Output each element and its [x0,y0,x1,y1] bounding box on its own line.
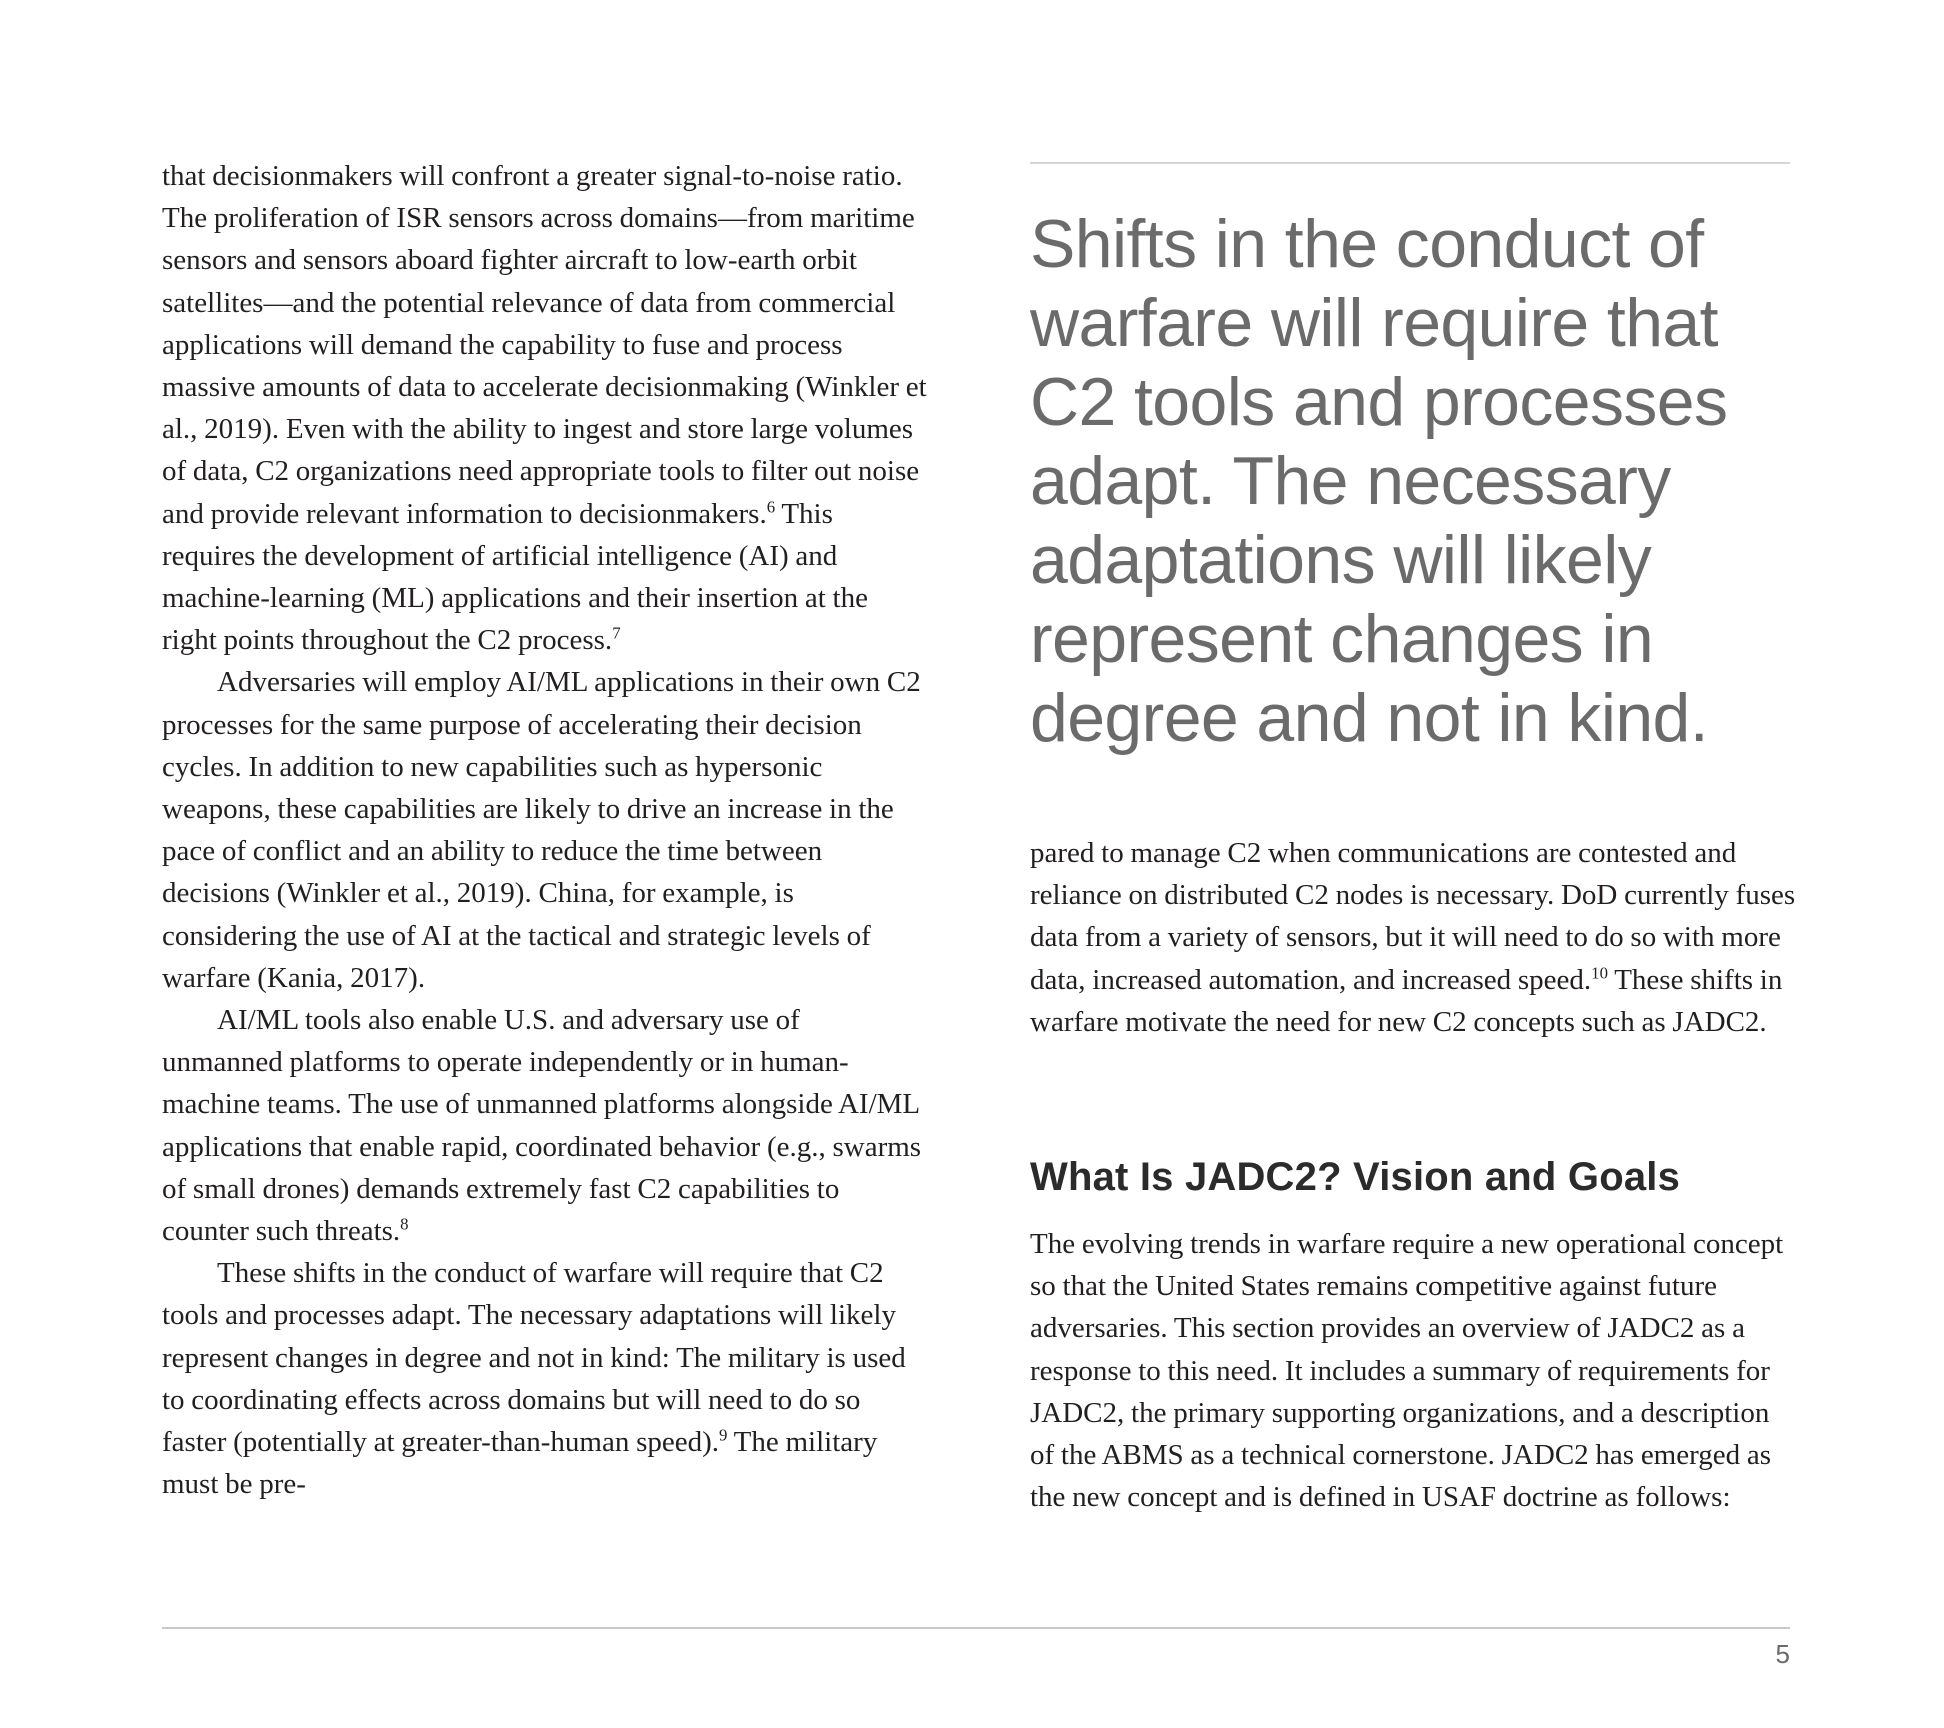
body-paragraph [162,999,927,1252]
footer-divider [162,1627,1790,1629]
page-number: 5 [1775,1639,1790,1669]
pull-quote: Shifts in the conduct of warfare will require that C2 tools and processes adapt. The necessary adaptations will likely represent changes in degree and not in kind. [1030,206,1728,756]
footnote-ref[interactable]: 8 [400,1214,409,1234]
body-paragraph [1030,832,1800,1043]
text-run: that decisionmakers will confront a greater signal-to-noise ratio. The proliferation of ISR sensors across domains—from maritime sensors and sensors aboard fighter aircraft to low-earth orbit satellites—and the potential relevance of data from commercial applications will demand the capability to fuse and process massive amounts of data to accelerate decisionmaking (Winkler et al., 2019). Even with the ability to ingest and store large volumes of data, C2 organizations need appropriate tools to filter out noise and provide relevant information to decisionmakers. [162,160,927,530]
text-run: The military must be pre- [162,1426,878,1501]
text-run: pared to manage C2 when communications are contested and reliance on distributed C2 nodes is necessary. DoD currently fuses data from a variety of sensors, but it will need to do so with more data, increased automation, and increased speed. [1030,837,1796,996]
body-paragraph [162,155,927,661]
section-heading: What Is JADC2? Vision and Goals [1030,1155,1681,1199]
pull-quote-divider [1030,162,1790,164]
text-run: These shifts in warfare motivate the need for new C2 concepts such as JADC2. [1030,963,1783,1038]
footnote-ref[interactable]: 6 [766,497,776,517]
text-run: Adversaries will employ AI/ML applications in their own C2 processes for the same purpose of accelerating their decision cycles. In addition to new capabilities such as hypersonic weapons, these capabilities are likely to drive an increase in the pace of conflict and an ability to reduce the time between decisions (Winkler et al., 2019). China, for example, is considering the use of AI at the tactical and strategic levels of warfare (Kania, 2017). [162,666,921,994]
footnote-ref[interactable]: 9 [719,1425,728,1445]
text-run: These shifts in the conduct of warfare will require that C2 tools and processes adapt. The necessary adaptations will likely represent changes in degree and not in kind: The military is used to coordinating effects across domains but will need to do so faster (potentially at greater-than-human speed). [162,1257,906,1459]
footnote-ref[interactable]: 10 [1591,963,1608,983]
text-run: AI/ML tools also enable U.S. and adversary use of unmanned platforms to operate independently or in human-machine teams. The use of unmanned platforms alongside AI/ML applications that enable rapid, coordinated behavior (e.g., swarms of small drones) demands extremely fast C2 capabilities to counter such threats. [162,1004,922,1248]
footnote-ref[interactable]: 7 [612,623,621,643]
text-run: This requires the development of artificial intelligence (AI) and machine-learning (ML) applications and their insertion at the right points throughout the C2 process. [162,497,868,657]
body-paragraph: The evolving trends in warfare require a new operational concept so that the United States remains competitive against future adversaries. This section provides an overview of JADC2 as a response to this need. It includes a summary of requirements for JADC2, the primary supporting organizations, and a description of the ABMS as a technical cornerstone. JADC2 has emerged as the new concept and is defined in USAF doctrine as follows: [1030,1228,1784,1514]
body-paragraph [162,661,927,999]
body-paragraph [162,1252,927,1505]
left-column [162,155,927,1506]
